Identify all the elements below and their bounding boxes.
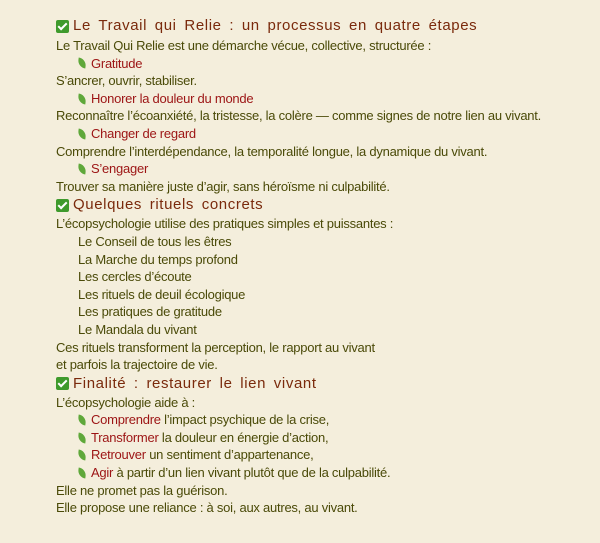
goal-text: à partir d’un lien vivant plutôt que de la culpabilité.: [113, 465, 391, 481]
step-text: S’ancrer, ouvrir, stabiliser.: [56, 73, 197, 89]
leaf-icon: [77, 432, 86, 443]
ritual-item: Les rituels de deuil écologique: [78, 286, 246, 302]
goal-keyword: Agir: [91, 465, 114, 481]
section-heading-text: Finalité : restaurer le lien vivant: [73, 374, 317, 392]
section-outro: Ces rituels transforment la perception, le rapport au vivant: [56, 339, 375, 355]
section-heading-text: Le Travail qui Relie : un processus en quatre étapes: [73, 17, 478, 34]
goal-text: l’impact psychique de la crise,: [160, 412, 330, 428]
step-title-text: S’engager: [91, 161, 149, 177]
section-intro: Le Travail Qui Relie est une démarche vécue, collective, structurée :: [56, 38, 432, 53]
goal-item: [56, 411, 596, 429]
goal-text: la douleur en énergie d’action,: [158, 429, 329, 445]
goal-item: [56, 464, 596, 482]
step-text: Comprendre l’interdépendance, la temporalité longue, la dynamique du vivant.: [56, 143, 488, 159]
goal-keyword: Transformer: [91, 429, 159, 445]
check-box-icon: [56, 377, 69, 390]
goal-text: un sentiment d’appartenance,: [145, 447, 314, 463]
goal-item: [56, 429, 596, 447]
step-title-text: Changer de regard: [91, 125, 196, 141]
leaf-icon: [77, 58, 86, 69]
goal-keyword: Retrouver: [91, 447, 146, 463]
ritual-item: Le Mandala du vivant: [78, 321, 197, 337]
check-box-icon: [56, 199, 69, 212]
ritual-item: Le Conseil de tous les êtres: [78, 233, 232, 249]
section-heading: [56, 195, 596, 215]
section-outro: Elle ne promet pas la guérison.: [56, 482, 228, 498]
ritual-item: La Marche du temps profond: [78, 251, 238, 267]
step-text: Reconnaître l’écoanxiété, la tristesse, la colère — comme signes de notre lien au vivant.: [56, 108, 542, 124]
step-title-text: Gratitude: [91, 55, 143, 71]
ritual-item: Les pratiques de gratitude: [78, 304, 222, 320]
step-text: Trouver sa manière juste d’agir, sans héroïsme ni culpabilité.: [56, 178, 390, 194]
leaf-icon: [77, 93, 86, 104]
leaf-icon: [77, 415, 86, 426]
step-title: [56, 160, 596, 178]
step-title: [56, 55, 596, 73]
check-box-icon: [56, 20, 69, 33]
leaf-icon: [77, 128, 86, 139]
section-heading-text: Quelques rituels concrets: [73, 196, 264, 214]
section-outro: Elle propose une reliance : à soi, aux autres, au vivant.: [56, 500, 358, 516]
section-intro: L’écopsychologie utilise des pratiques simples et puissantes :: [56, 216, 394, 232]
section-outro: et parfois la trajectoire de vie.: [56, 357, 218, 373]
goal-item: [56, 446, 596, 464]
step-title: [56, 125, 596, 143]
section-heading: [56, 16, 596, 36]
article-content: [56, 16, 596, 517]
section-intro: L’écopsychologie aide à :: [56, 394, 196, 410]
step-title-text: Honorer la douleur du monde: [91, 90, 254, 106]
goal-keyword: Comprendre: [91, 412, 161, 428]
ritual-item: Les cercles d’écoute: [78, 269, 192, 285]
step-title: [56, 90, 596, 108]
leaf-icon: [77, 450, 86, 461]
leaf-icon: [77, 163, 86, 174]
leaf-icon: [77, 467, 86, 478]
section-heading: [56, 374, 596, 394]
